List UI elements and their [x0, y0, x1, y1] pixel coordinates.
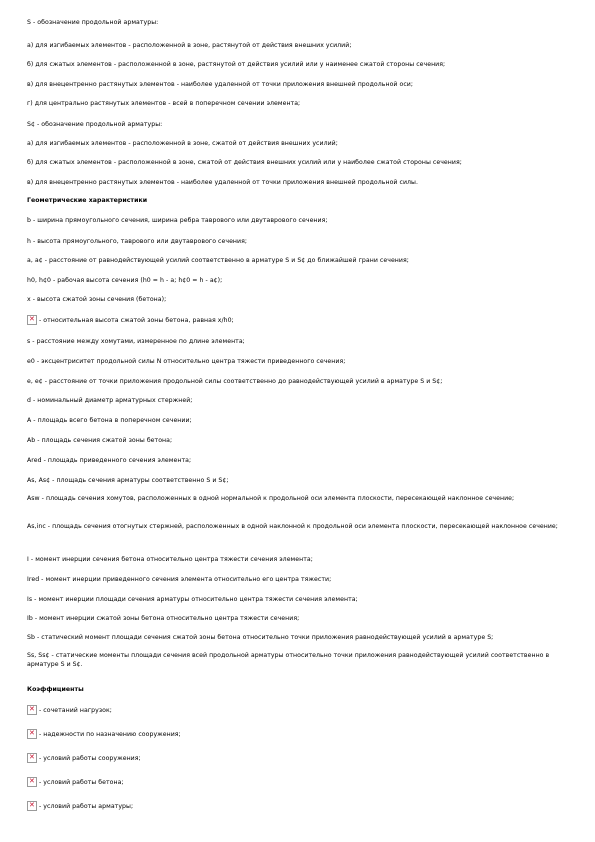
definition-i: I - момент инерции сечения бетона относительно центра тяжести сечения элемента; [27, 556, 313, 563]
list-item-c-eccentric: в) для внецентренно растянутых элементов - наиболее удаленной от точки приложения внешней продольной оси; [27, 81, 413, 88]
definition-s-spacing: s - расстояние между хомутами, измеренное по длине элемента; [27, 338, 245, 345]
coefficient-reliability [27, 729, 572, 739]
definition-e: e, e¢ - расстояние от точки приложения продольной силы соответственно до равнодействующей усилий в арматуре S и S¢; [27, 378, 443, 385]
definition-xi-text: - относительная высота сжатой зоны бетона, равная x/h0; [39, 317, 234, 324]
list-item-d-central: г) для центрально растянутых элементов - всей в поперечном сечении элемента; [27, 100, 301, 107]
definition-e0: e0 - эксцентриситет продольной силы N относительно центра тяжести приведенного сечения; [27, 358, 346, 365]
definition-as-inc: As,inc - площадь сечения отогнутых стержней, расположенных в одной наклонной к продольной оси элемента плоскости, пересекающей наклонное сечение; [27, 523, 558, 530]
definition-ib: Ib - момент инерции сжатой зоны бетона относительно центра тяжести сечения; [27, 615, 300, 622]
definition-ired: Ired - момент инерции приведенного сечения элемента относительно его центра тяжести; [27, 576, 332, 583]
definition-xi [27, 315, 572, 325]
definition-asw: Asw - площадь сечения хомутов, расположенных в одной нормальной к продольной оси элемента плоскости, пересекающей наклонное сечение; [27, 495, 515, 502]
list-item-a-bending-compressed: а) для изгибаемых элементов - расположенной в зоне, сжатой от действия внешних усилий; [27, 140, 338, 147]
definition-ab: Ab - площадь сечения сжатой зоны бетона; [27, 437, 173, 444]
section-heading-coefficients: Коэффициенты [27, 686, 84, 693]
list-item-b-compressed: б) для сжатых элементов - расположенной в зоне, растянутой от действия усилий или у наименее сжатой стороны сечения; [27, 61, 446, 68]
definition-b: b - ширина прямоугольного сечения, ширина ребра таврового или двутаврового сечения; [27, 217, 328, 224]
definition-ss: Ss, Ss¢ - статические моменты площади сечения всей продольной арматуры относительно точки приложения равнодействующей усилий соответственно в арматуре S и S¢. [27, 652, 550, 668]
coefficient-structure-conditions [27, 753, 572, 763]
list-item-a-bending: а) для изгибаемых элементов - расположенной в зоне, растянутой от действия внешних усилий; [27, 42, 352, 49]
broken-image-icon [27, 777, 37, 787]
list-item-c-eccentric-force: в) для внецентренно растянутых элементов - наиболее удаленной от точки приложения внешней продольной силы. [27, 179, 418, 186]
definition-d: d - номинальный диаметр арматурных стержней; [27, 397, 193, 404]
list-item-b-compressed-most: б) для сжатых элементов - расположенной в зоне, сжатой от действия внешних усилий или у наиболее сжатой стороны сечения; [27, 159, 462, 166]
broken-image-icon [27, 315, 37, 325]
definition-area: A - площадь всего бетона в поперечном сечении; [27, 417, 192, 424]
definition-h: h - высота прямоугольного, таврового или двутаврового сечения; [27, 238, 247, 245]
definition-sb: Sb - статический момент площади сечения сжатой зоны бетона относительно точки приложения равнодействующей усилий в арматуре S; [27, 634, 494, 641]
coefficient-concrete-conditions [27, 777, 572, 787]
coefficient-reliability-text: - надежности по назначению сооружения; [39, 731, 181, 738]
coefficient-load-combination-text: - сочетаний нагрузок; [39, 707, 112, 714]
definition-x: x - высота сжатой зоны сечения (бетона); [27, 296, 167, 303]
definition-a: а, а¢ - расстояние от равнодействующей усилий соответственно в арматуре S и S¢ до ближайшей грани сечения; [27, 257, 409, 264]
broken-image-icon [27, 753, 37, 763]
definition-h0: h0, h¢0 - рабочая высота сечения (h0 = h - a; h¢0 = h - a¢); [27, 277, 223, 284]
coefficient-concrete-conditions-text: - условий работы бетона; [39, 779, 124, 786]
broken-image-icon [27, 801, 37, 811]
definition-as: As, As¢ - площадь сечения арматуры соответственно S и S¢; [27, 477, 229, 484]
broken-image-icon [27, 705, 37, 715]
definition-s: S - обозначение продольной арматуры: [27, 19, 159, 26]
definition-s-prime: S¢ - обозначение продольной арматуры: [27, 121, 163, 128]
coefficient-load-combination [27, 705, 572, 715]
definition-ared: Ared - площадь приведенного сечения элемента; [27, 457, 192, 464]
coefficient-structure-conditions-text: - условий работы сооружения; [39, 755, 141, 762]
coefficient-reinforcement-conditions-text: - условий работы арматуры; [39, 803, 134, 810]
definition-is: Is - момент инерции площади сечения арматуры относительно центра тяжести сечения элемента; [27, 596, 358, 603]
section-heading-geometry: Геометрические характеристики [27, 197, 148, 204]
coefficient-reinforcement-conditions [27, 801, 572, 811]
broken-image-icon [27, 729, 37, 739]
